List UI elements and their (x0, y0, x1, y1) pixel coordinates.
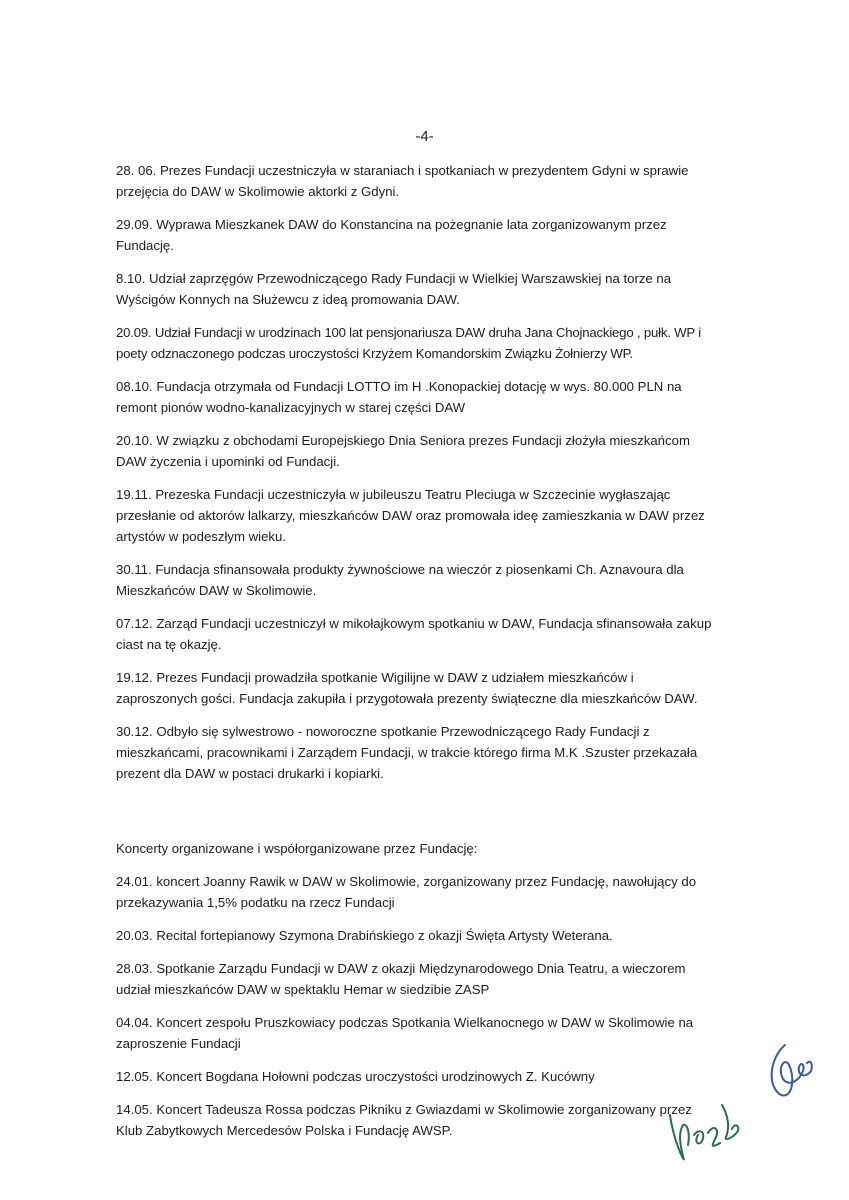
document-body (116, 160, 716, 1153)
event-paragraph: 08.10. Fundacja otrzymała od Fundacji LOTTO im H .Konopackiej dotację w wys. 80.000 PLN na remont pionów wodno-kanalizacyjnych w starej części DAW (116, 379, 682, 415)
signature-left (650, 1075, 750, 1175)
signature-right (755, 1025, 845, 1115)
concert-paragraph: 28.03. Spotkanie Zarządu Fundacji w DAW z okazji Międzynarodowego Dnia Teatru, a wieczorem udział mieszkańców DAW w spektaklu Hemar w siedzibie ZASP (116, 961, 686, 997)
event-paragraph: 30.12. Odbyło się sylwestrowo - noworoczne spotkanie Przewodniczącego Rady Fundacji z mieszkańcami, pracownikami i Zarządem Fundacji, w trakcie którego firma M.K .Szuster przekazała prezent dla DAW w postaci drukarki i kopiarki. (116, 724, 698, 781)
concert-paragraph: 04.04. Koncert zespołu Pruszkowiacy podczas Spotkania Wielkanocnego w DAW w Skolimowie na zaproszenie Fundacji (116, 1015, 694, 1051)
event-paragraph: 29.09. Wyprawa Mieszkanek DAW do Konstancina na pożegnanie lata zorganizowanym przez Fundację. (116, 217, 667, 253)
event-paragraph: 30.11. Fundacja sfinansowała produkty żywnościowe na wieczór z piosenkami Ch. Aznavoura dla Mieszkańców DAW w Skolimowie. (116, 562, 684, 598)
event-paragraph: 20.09. Udział Fundacji w urodzinach 100 lat pensjonariusza DAW druha Jana Chojnackiego , pułk. WP i poety odznaczonego podczas uroczystości Krzyżem Komandorskim Związku Żołnierzy WP. (116, 325, 701, 361)
page-number: -4- (415, 128, 434, 145)
concert-paragraph: 12.05. Koncert Bogdana Hołowni podczas uroczystości urodzinowych Z. Kucówny (116, 1069, 595, 1084)
event-paragraph: 28. 06. Prezes Fundacji uczestniczyła w staraniach i spotkaniach w prezydentem Gdyni w sprawie przejęcia do DAW w Skolimowie aktorki z Gdyni. (116, 163, 689, 199)
concert-paragraph: 24.01. koncert Joanny Rawik w DAW w Skolimowie, zorganizowany przez Fundację, nawołujący do przekazywania 1,5% podatku na rzecz Fundacji (116, 874, 697, 910)
event-paragraph: 07.12. Zarząd Fundacji uczestniczył w mikołajkowym spotkaniu w DAW, Fundacja sfinansowała zakup ciast na tę okazję. (116, 616, 712, 652)
concert-paragraph: 14.05. Koncert Tadeusza Rossa podczas Pikniku z Gwiazdami w Skolimowie zorganizowany przez Klub Zabytkowych Mercedesów Polska i Fundację AWSP. (116, 1102, 692, 1138)
event-paragraph: 19.12. Prezes Fundacji prowadziła spotkanie Wigilijne w DAW z udziałem mieszkańców i zaproszonych gości. Fundacja zakupiła i przygotowała prezenty świąteczne dla mieszkańców DAW. (116, 670, 698, 706)
event-paragraph: 8.10. Udział zaprzęgów Przewodniczącego Rady Fundacji w Wielkiej Warszawskiej na torze na Wyścigów Konnych na Służewcu z ideą promowania DAW. (116, 271, 672, 307)
concert-paragraph: 20.03. Recital fortepianowy Szymona Drabińskiego z okazji Święta Artysty Weterana. (116, 928, 613, 943)
concerts-heading: Koncerty organizowane i współorganizowane przez Fundację: (116, 841, 478, 856)
event-paragraph: 20.10. W związku z obchodami Europejskiego Dnia Seniora prezes Fundacji złożyła mieszkańcom DAW życzenia i upominki od Fundacji. (116, 433, 690, 469)
event-paragraph: 19.11. Prezeska Fundacji uczestniczyła w jubileuszu Teatru Pleciuga w Szczecinie wygłaszając przesłanie od aktorów lalkarzy, mieszkańców DAW oraz promowała ideę zamieszkania w DAW przez artystów w podeszłym wieku. (116, 487, 705, 544)
